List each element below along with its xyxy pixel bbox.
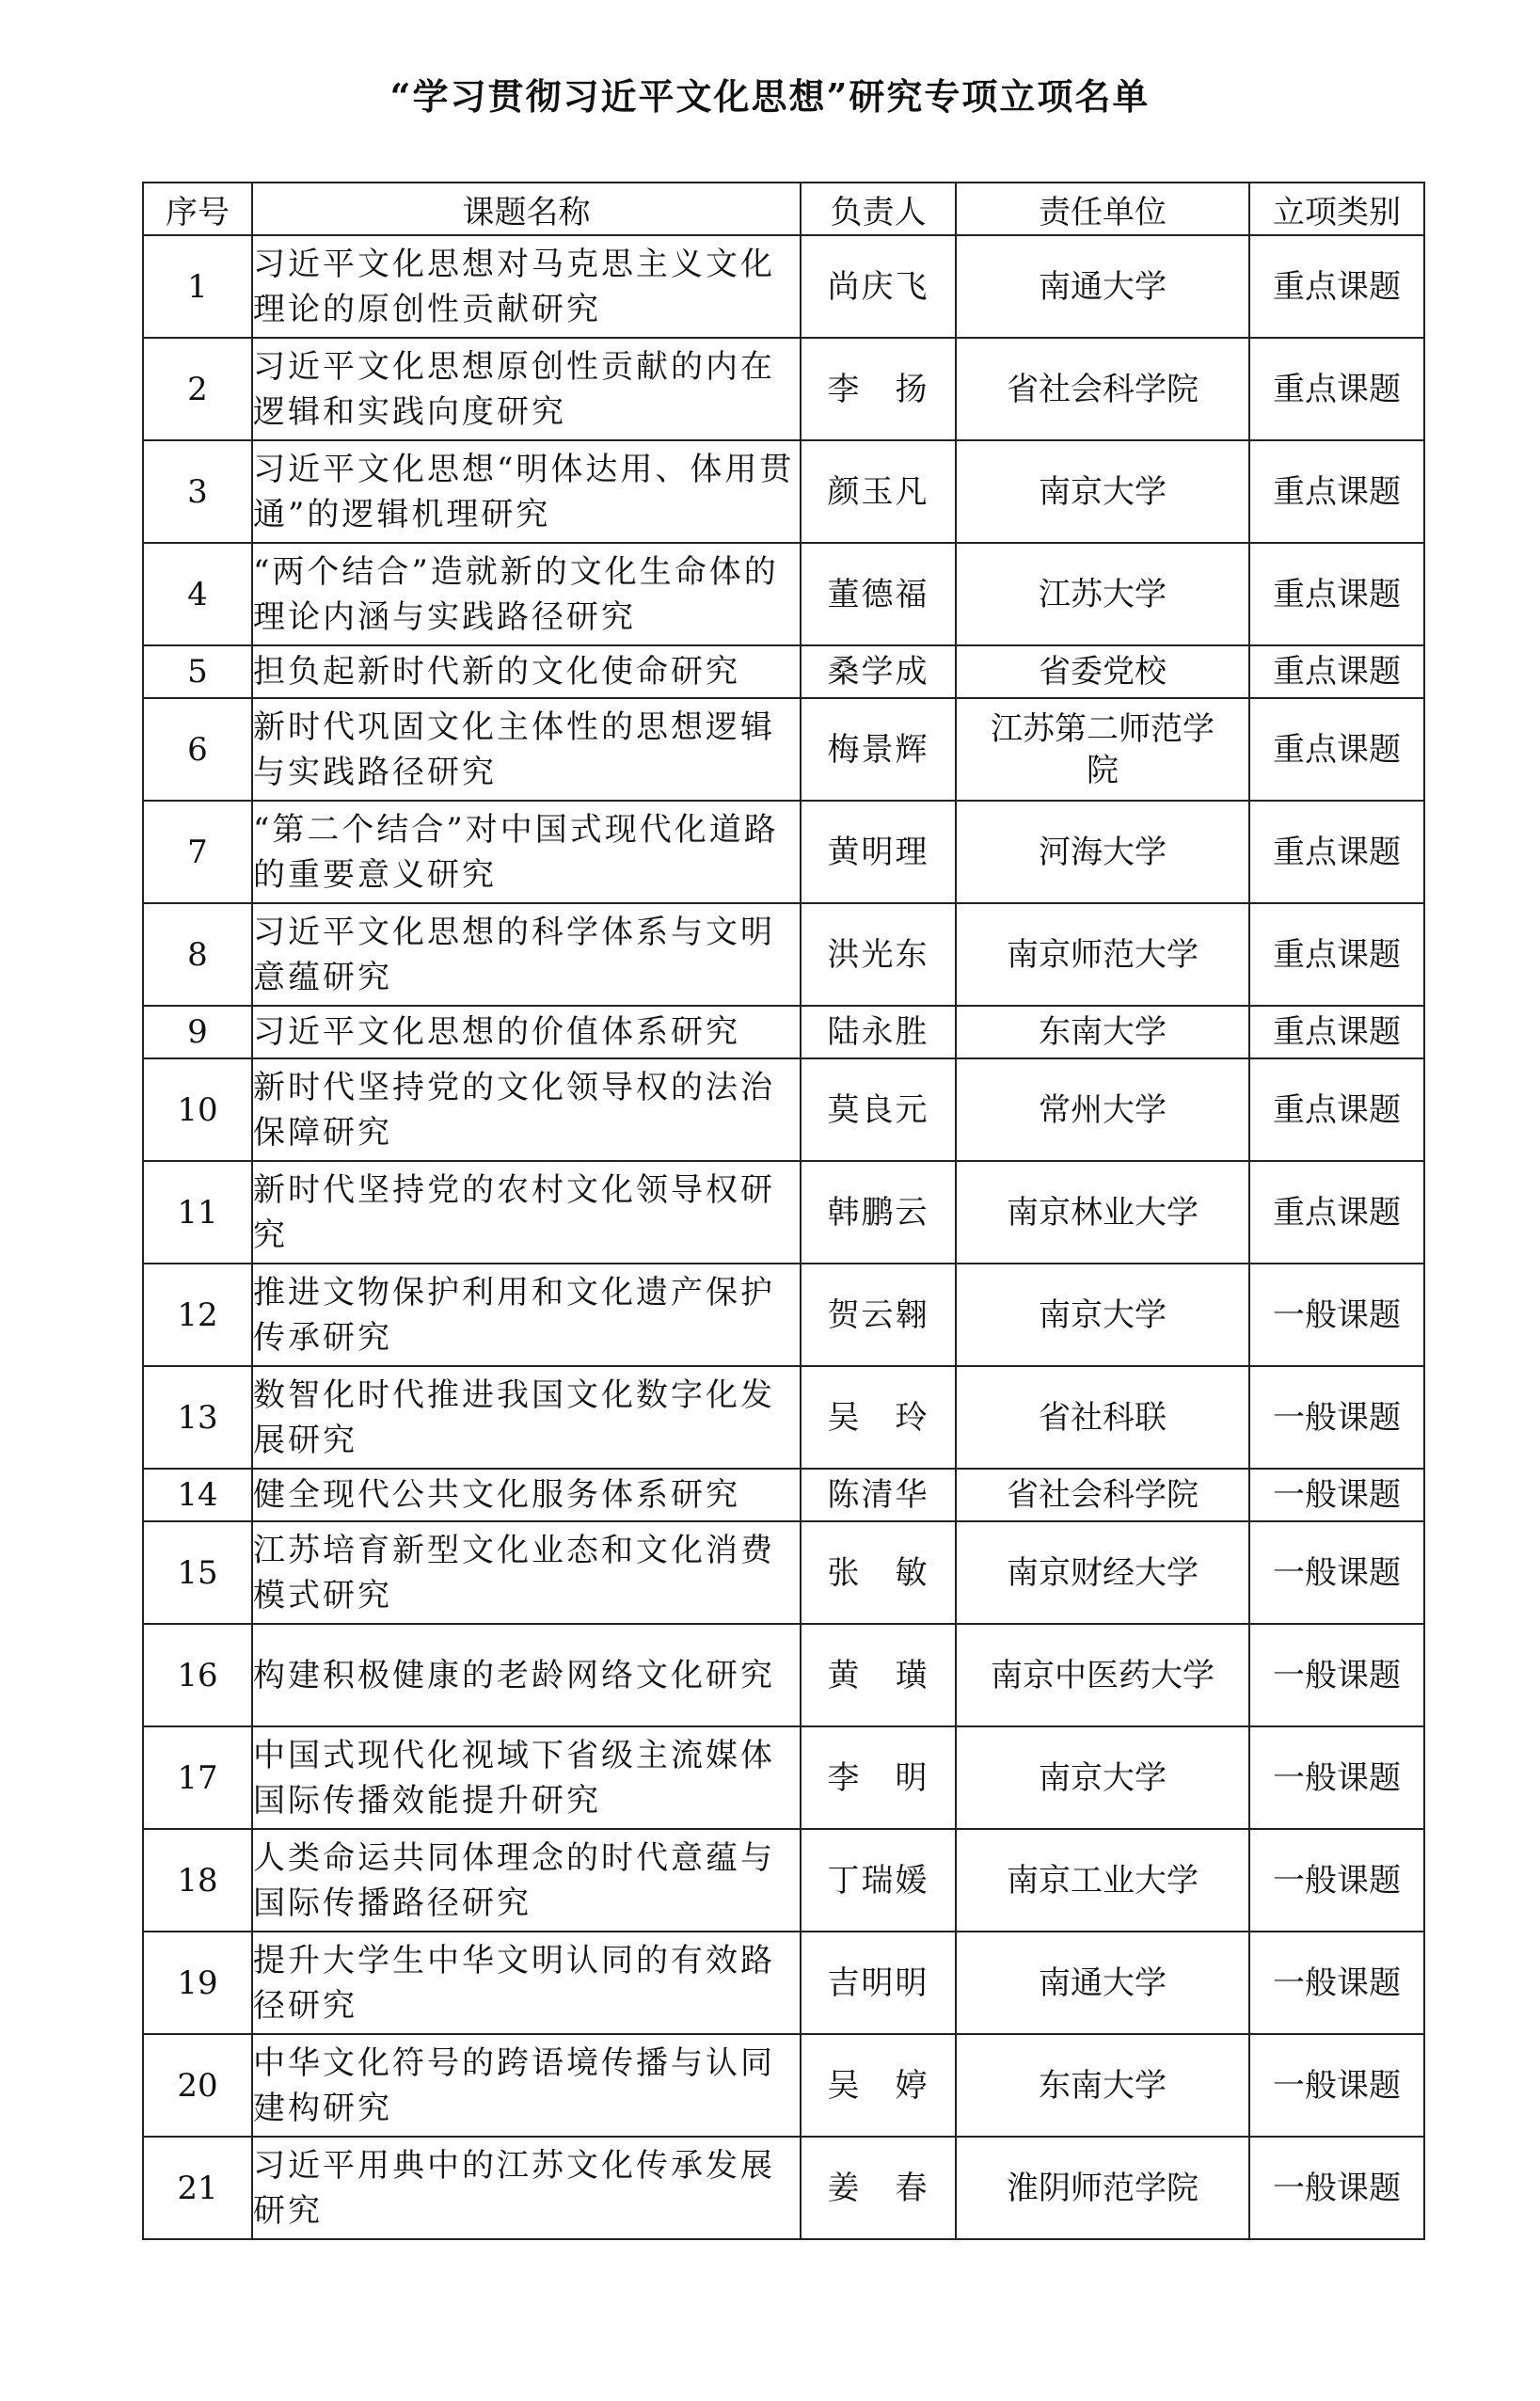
- row-responsible-unit: 南京工业大学: [956, 1829, 1249, 1932]
- row-leader: 丁瑞媛: [801, 1829, 956, 1932]
- row-project-category: 重点课题: [1249, 440, 1424, 543]
- row-topic-name: 习近平文化思想的科学体系与文明意蕴研究: [252, 903, 801, 1006]
- row-leader: 李 明: [801, 1726, 956, 1829]
- row-project-category: 重点课题: [1249, 903, 1424, 1006]
- row-responsible-unit: 省社科联: [956, 1366, 1249, 1469]
- table-row: [143, 1058, 1424, 1161]
- row-serial-number: 12: [143, 1264, 252, 1366]
- row-project-category: 一般课题: [1249, 1366, 1424, 1469]
- row-topic-name: 新时代巩固文化主体性的思想逻辑与实践路径研究: [252, 698, 801, 801]
- row-responsible-unit: 省社会科学院: [956, 1469, 1249, 1521]
- row-leader: 贺云翱: [801, 1264, 956, 1366]
- row-topic-name: 担负起新时代新的文化使命研究: [252, 645, 801, 698]
- row-serial-number: 20: [143, 2034, 252, 2137]
- row-topic-name: 新时代坚持党的文化领导权的法治保障研究: [252, 1058, 801, 1161]
- row-responsible-unit: 南京师范大学: [956, 903, 1249, 1006]
- row-serial-number: 21: [143, 2137, 252, 2239]
- row-serial-number: 15: [143, 1521, 252, 1624]
- row-serial-number: 11: [143, 1161, 252, 1264]
- row-leader: 陆永胜: [801, 1006, 956, 1058]
- table-row: [143, 338, 1424, 440]
- row-project-category: 重点课题: [1249, 1058, 1424, 1161]
- row-topic-name: “第二个结合”对中国式现代化道路的重要意义研究: [252, 801, 801, 903]
- row-topic-name: 推进文物保护利用和文化遗产保护传承研究: [252, 1264, 801, 1366]
- row-leader: 吉明明: [801, 1932, 956, 2034]
- row-serial-number: 17: [143, 1726, 252, 1829]
- row-topic-name: 新时代坚持党的农村文化领导权研究: [252, 1161, 801, 1264]
- row-responsible-unit: 东南大学: [956, 2034, 1249, 2137]
- row-topic-name: “两个结合”造就新的文化生命体的理论内涵与实践路径研究: [252, 543, 801, 645]
- row-responsible-unit: 河海大学: [956, 801, 1249, 903]
- table-row: [143, 1469, 1424, 1521]
- row-project-category: 重点课题: [1249, 1006, 1424, 1058]
- row-project-category: 重点课题: [1249, 801, 1424, 903]
- row-leader: 张 敏: [801, 1521, 956, 1624]
- row-project-category: 一般课题: [1249, 2034, 1424, 2137]
- row-serial-number: 6: [143, 698, 252, 801]
- row-responsible-unit: 淮阴师范学院: [956, 2137, 1249, 2239]
- row-leader: 尚庆飞: [801, 235, 956, 338]
- row-leader: 洪光东: [801, 903, 956, 1006]
- table-row: [143, 801, 1424, 903]
- row-leader: 陈清华: [801, 1469, 956, 1521]
- row-leader: 姜 春: [801, 2137, 956, 2239]
- table-row: [143, 1006, 1424, 1058]
- row-project-category: 重点课题: [1249, 235, 1424, 338]
- row-leader: 黄明理: [801, 801, 956, 903]
- row-responsible-unit: 南通大学: [956, 235, 1249, 338]
- row-serial-number: 5: [143, 645, 252, 698]
- row-project-category: 重点课题: [1249, 645, 1424, 698]
- row-serial-number: 4: [143, 543, 252, 645]
- table-row: [143, 2137, 1424, 2239]
- row-topic-name: 提升大学生中华文明认同的有效路径研究: [252, 1932, 801, 2034]
- row-serial-number: 3: [143, 440, 252, 543]
- header-serial-number: 序号: [143, 183, 252, 235]
- row-leader: 董德福: [801, 543, 956, 645]
- row-responsible-unit: 东南大学: [956, 1006, 1249, 1058]
- row-responsible-unit: 南京林业大学: [956, 1161, 1249, 1264]
- row-project-category: 重点课题: [1249, 1161, 1424, 1264]
- row-leader: 吴 玲: [801, 1366, 956, 1469]
- row-project-category: 一般课题: [1249, 1264, 1424, 1366]
- table-row: [143, 1932, 1424, 2034]
- table-row: [143, 543, 1424, 645]
- row-leader: 韩鹏云: [801, 1161, 956, 1264]
- row-responsible-unit: 常州大学: [956, 1058, 1249, 1161]
- row-project-category: 一般课题: [1249, 1829, 1424, 1932]
- row-topic-name: 构建积极健康的老龄网络文化研究: [252, 1624, 801, 1726]
- table-row: [143, 903, 1424, 1006]
- project-list-table: [142, 182, 1425, 2240]
- row-project-category: 一般课题: [1249, 2137, 1424, 2239]
- row-topic-name: 江苏培育新型文化业态和文化消费模式研究: [252, 1521, 801, 1624]
- table-row: [143, 1624, 1424, 1726]
- table-row: [143, 235, 1424, 338]
- row-leader: 吴 婷: [801, 2034, 956, 2137]
- row-project-category: 一般课题: [1249, 1726, 1424, 1829]
- page-title: “学习贯彻习近平文化思想”研究专项立项名单: [389, 75, 1151, 118]
- row-topic-name: 健全现代公共文化服务体系研究: [252, 1469, 801, 1521]
- table-row: [143, 698, 1424, 801]
- header-topic-name: 课题名称: [252, 183, 801, 235]
- row-project-category: 一般课题: [1249, 1469, 1424, 1521]
- row-leader: 李 扬: [801, 338, 956, 440]
- table-row: [143, 645, 1424, 698]
- row-leader: 桑学成: [801, 645, 956, 698]
- row-project-category: 一般课题: [1249, 1624, 1424, 1726]
- row-serial-number: 14: [143, 1469, 252, 1521]
- row-responsible-unit: 省委党校: [956, 645, 1249, 698]
- row-topic-name: 中国式现代化视域下省级主流媒体国际传播效能提升研究: [252, 1726, 801, 1829]
- row-project-category: 重点课题: [1249, 338, 1424, 440]
- row-serial-number: 16: [143, 1624, 252, 1726]
- row-serial-number: 18: [143, 1829, 252, 1932]
- row-responsible-unit: 江苏大学: [956, 543, 1249, 645]
- row-leader: 颜玉凡: [801, 440, 956, 543]
- table-row: [143, 1366, 1424, 1469]
- row-serial-number: 2: [143, 338, 252, 440]
- row-serial-number: 9: [143, 1006, 252, 1058]
- row-responsible-unit: 南京中医药大学: [956, 1624, 1249, 1726]
- row-project-category: 一般课题: [1249, 1521, 1424, 1624]
- row-topic-name: 数智化时代推进我国文化数字化发展研究: [252, 1366, 801, 1469]
- header-leader: 负责人: [801, 183, 956, 235]
- row-serial-number: 7: [143, 801, 252, 903]
- row-responsible-unit: 省社会科学院: [956, 338, 1249, 440]
- table-row: [143, 1161, 1424, 1264]
- row-serial-number: 19: [143, 1932, 252, 2034]
- row-leader: 黄 璜: [801, 1624, 956, 1726]
- row-serial-number: 10: [143, 1058, 252, 1161]
- row-project-category: 重点课题: [1249, 698, 1424, 801]
- table-header-row: [143, 183, 1424, 235]
- row-topic-name: 中华文化符号的跨语境传播与认同建构研究: [252, 2034, 801, 2137]
- row-serial-number: 13: [143, 1366, 252, 1469]
- table-row: [143, 1829, 1424, 1932]
- table-row: [143, 440, 1424, 543]
- row-responsible-unit: 江苏第二师范学院: [956, 698, 1249, 801]
- row-responsible-unit: 南京大学: [956, 440, 1249, 543]
- row-responsible-unit: 南京财经大学: [956, 1521, 1249, 1624]
- row-project-category: 一般课题: [1249, 1932, 1424, 2034]
- row-topic-name: 习近平文化思想原创性贡献的内在逻辑和实践向度研究: [252, 338, 801, 440]
- row-serial-number: 1: [143, 235, 252, 338]
- row-project-category: 重点课题: [1249, 543, 1424, 645]
- row-responsible-unit: 南京大学: [956, 1264, 1249, 1366]
- row-topic-name: 习近平用典中的江苏文化传承发展研究: [252, 2137, 801, 2239]
- table-row: [143, 1726, 1424, 1829]
- row-topic-name: 习近平文化思想“明体达用、体用贯通”的逻辑机理研究: [252, 440, 801, 543]
- row-responsible-unit: 南通大学: [956, 1932, 1249, 2034]
- row-leader: 梅景辉: [801, 698, 956, 801]
- row-serial-number: 8: [143, 903, 252, 1006]
- row-topic-name: 习近平文化思想的价值体系研究: [252, 1006, 801, 1058]
- table-row: [143, 1521, 1424, 1624]
- row-topic-name: 习近平文化思想对马克思主义文化理论的原创性贡献研究: [252, 235, 801, 338]
- row-topic-name: 人类命运共同体理念的时代意蕴与国际传播路径研究: [252, 1829, 801, 1932]
- table-row: [143, 1264, 1424, 1366]
- row-leader: 莫良元: [801, 1058, 956, 1161]
- table-row: [143, 2034, 1424, 2137]
- header-responsible-unit: 责任单位: [956, 183, 1249, 235]
- row-responsible-unit: 南京大学: [956, 1726, 1249, 1829]
- header-project-category: 立项类别: [1249, 183, 1424, 235]
